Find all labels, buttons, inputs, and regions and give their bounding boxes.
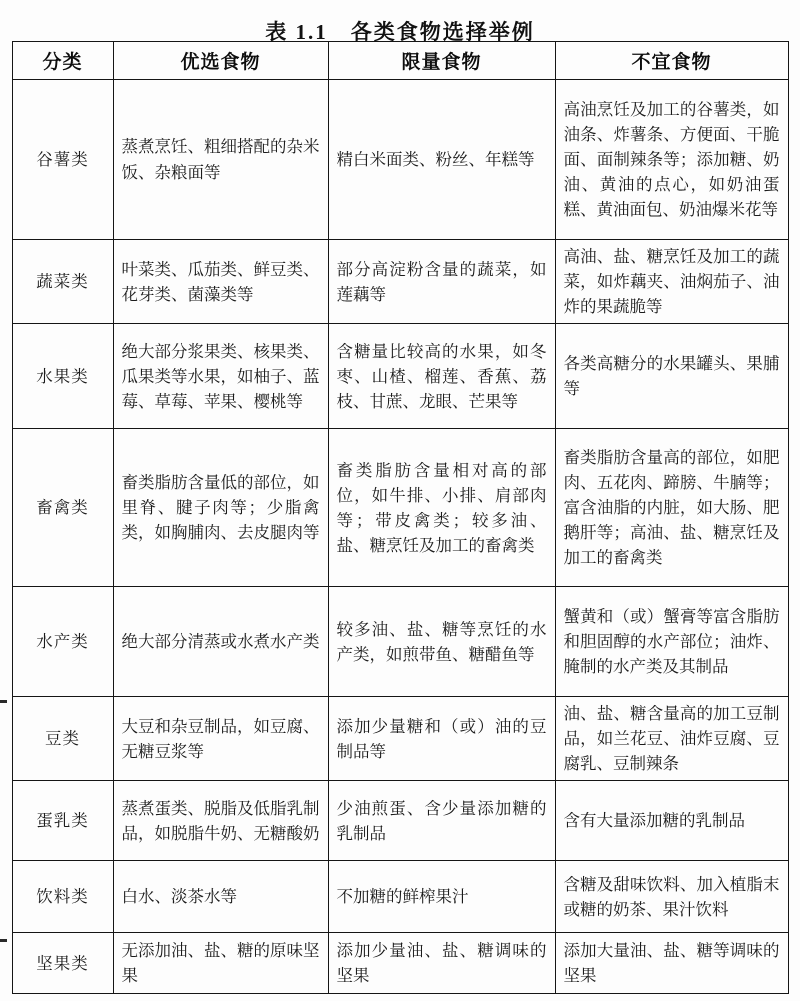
avoid-cell: 蟹黄和（或）蟹膏等富含脂肪和胆固醇的水产部位；油炸、腌制的水产类及其制品 <box>555 587 788 697</box>
category-cell: 豆类 <box>12 697 113 781</box>
limited-cell: 含糖量比较高的水果，如冬枣、山楂、榴莲、香蕉、荔枝、甘蔗、龙眼、芒果等 <box>328 324 555 429</box>
preferred-cell: 无添加油、盐、糖的原味坚果 <box>113 933 328 994</box>
header-avoid: 不宜食物 <box>555 42 788 80</box>
food-selection-table <box>12 41 789 994</box>
avoid-cell: 高油烹饪及加工的谷薯类，如油条、炸薯条、方便面、干脆面、面制辣条等；添加糖、奶油、黄油的点心，如奶油蛋糕、黄油面包、奶油爆米花等 <box>555 80 788 240</box>
category-cell: 饮料类 <box>12 861 113 933</box>
header-preferred: 优选食物 <box>113 42 328 80</box>
avoid-cell: 高油、盐、糖烹饪及加工的蔬菜，如炸藕夹、油焖茄子、油炸的果蔬脆等 <box>555 240 788 324</box>
limited-cell: 不加糖的鲜榨果汁 <box>328 861 555 933</box>
preferred-cell: 绝大部分浆果类、核果类、瓜果类等水果，如柚子、蓝莓、草莓、苹果、樱桃等 <box>113 324 328 429</box>
avoid-cell: 添加大量油、盐、糖等调味的坚果 <box>555 933 788 994</box>
avoid-cell: 含糖及甜味饮料、加入植脂末或糖的奶茶、果汁饮料 <box>555 861 788 933</box>
preferred-cell: 蒸煮烹饪、粗细搭配的杂米饭、杂粮面等 <box>113 80 328 240</box>
table-row <box>12 240 788 324</box>
preferred-cell: 白水、淡茶水等 <box>113 861 328 933</box>
category-cell: 坚果类 <box>12 933 113 994</box>
preferred-cell: 畜类脂肪含量低的部位，如里脊、腱子肉等；少脂禽类，如胸脯肉、去皮腿肉等 <box>113 429 328 587</box>
table-row <box>12 781 788 861</box>
limited-cell: 精白米面类、粉丝、年糕等 <box>328 80 555 240</box>
scan-artifact <box>0 939 7 942</box>
limited-cell: 添加少量糖和（或）油的豆制品等 <box>328 697 555 781</box>
avoid-cell: 畜类脂肪含量高的部位，如肥肉、五花肉、蹄膀、牛腩等；富含油脂的内脏，如大肠、肥鹅肝等；高油、盐、糖烹饪及加工的畜禽类 <box>555 429 788 587</box>
header-category: 分类 <box>12 42 113 80</box>
category-cell: 谷薯类 <box>12 80 113 240</box>
header-limited: 限量食物 <box>328 42 555 80</box>
avoid-cell: 油、盐、糖含量高的加工豆制品，如兰花豆、油炸豆腐、豆腐乳、豆制辣条 <box>555 697 788 781</box>
table-row <box>12 587 788 697</box>
category-cell: 水产类 <box>12 587 113 697</box>
table-row <box>12 861 788 933</box>
table-row <box>12 80 788 240</box>
scan-artifact <box>0 700 7 703</box>
header-row <box>12 42 788 80</box>
avoid-cell: 含有大量添加糖的乳制品 <box>555 781 788 861</box>
limited-cell: 添加少量油、盐、糖调味的坚果 <box>328 933 555 994</box>
category-cell: 蔬菜类 <box>12 240 113 324</box>
avoid-cell: 各类高糖分的水果罐头、果脯等 <box>555 324 788 429</box>
category-cell: 水果类 <box>12 324 113 429</box>
preferred-cell: 蒸煮蛋类、脱脂及低脂乳制品，如脱脂牛奶、无糖酸奶 <box>113 781 328 861</box>
limited-cell: 较多油、盐、糖等烹饪的水产类，如煎带鱼、糖醋鱼等 <box>328 587 555 697</box>
table-row <box>12 697 788 781</box>
preferred-cell: 大豆和杂豆制品，如豆腐、无糖豆浆等 <box>113 697 328 781</box>
table-row <box>12 324 788 429</box>
limited-cell: 畜类脂肪含量相对高的部位，如牛排、小排、肩部肉等；带皮禽类；较多油、盐、糖烹饪及加工的畜禽类 <box>328 429 555 587</box>
limited-cell: 少油煎蛋、含少量添加糖的乳制品 <box>328 781 555 861</box>
category-cell: 畜禽类 <box>12 429 113 587</box>
table-title: 表 1.1 各类食物选择举例 <box>265 20 535 44</box>
table-row <box>12 429 788 587</box>
limited-cell: 部分高淀粉含量的蔬菜，如莲藕等 <box>328 240 555 324</box>
table-row <box>12 933 788 994</box>
preferred-cell: 叶菜类、瓜茄类、鲜豆类、花芽类、菌藻类等 <box>113 240 328 324</box>
category-cell: 蛋乳类 <box>12 781 113 861</box>
preferred-cell: 绝大部分清蒸或水煮水产类 <box>113 587 328 697</box>
